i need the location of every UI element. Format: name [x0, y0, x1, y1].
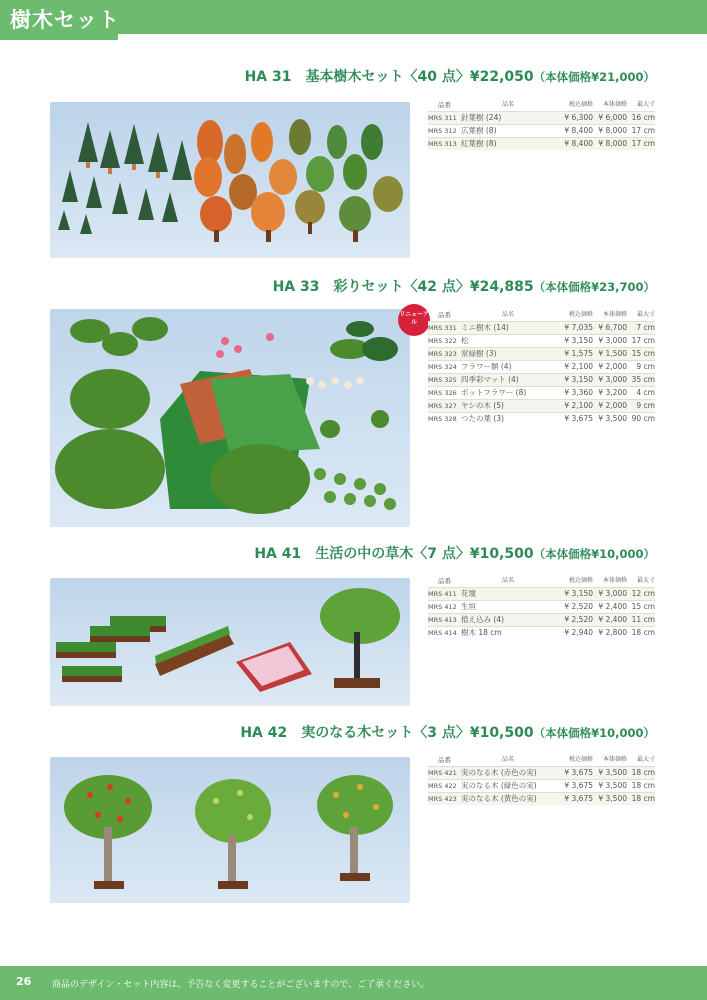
table-cell: 税込価格 [568, 101, 593, 108]
table-cell: ¥ 3,675 [564, 794, 593, 803]
table-cell: 90 cm [631, 414, 655, 423]
table-cell: ¥ 3,675 [564, 781, 593, 790]
price-table-ha33 [428, 309, 655, 425]
table-row [428, 399, 655, 412]
table-cell: MRS 313 [428, 140, 457, 148]
table-row [428, 137, 655, 150]
table-cell: 本体価格 [602, 101, 627, 108]
page-title: 樹木セット [10, 8, 120, 32]
table-cell: MRS 331 [428, 324, 457, 332]
table-cell: MRS 422 [428, 782, 457, 790]
table-cell: ¥ 3,150 [564, 375, 593, 384]
table-header [428, 309, 655, 321]
table-cell: 実のなる木 (緑色の実) [461, 781, 537, 790]
table-cell: ¥ 6,300 [564, 113, 593, 122]
table-cell: 針葉樹 (24) [461, 113, 502, 122]
table-cell: ¥ 2,400 [598, 615, 627, 624]
table-cell: ¥ 3,675 [564, 768, 593, 777]
table-cell: ポットフラワー (8) [461, 388, 527, 397]
footer-bar [0, 966, 707, 1000]
table-cell: MRS 328 [428, 415, 457, 423]
table-row [428, 613, 655, 626]
table-cell: 税込価格 [568, 756, 593, 763]
table-cell: 品名 [501, 101, 514, 108]
header-band [118, 0, 707, 34]
table-cell: 4 cm [636, 388, 655, 397]
table-cell: ¥ 3,500 [598, 414, 627, 423]
table-cell: ヤシの木 (5) [461, 401, 504, 410]
table-row [428, 334, 655, 347]
table-cell: ¥ 2,520 [564, 602, 593, 611]
table-cell: MRS 311 [428, 114, 457, 122]
table-cell: 17 cm [631, 126, 655, 135]
table-cell: ¥ 2,520 [564, 615, 593, 624]
table-cell: MRS 421 [428, 769, 457, 777]
table-cell: MRS 322 [428, 337, 457, 345]
table-cell: 四季彩マット (4) [461, 375, 519, 384]
price-table-ha31 [428, 99, 655, 150]
table-cell: ¥ 6,000 [598, 113, 627, 122]
table-cell: 11 cm [631, 615, 655, 624]
table-cell: 7 cm [636, 323, 655, 332]
table-cell: 生垣 [461, 602, 476, 611]
table-row [428, 373, 655, 386]
table-cell: 9 cm [636, 401, 655, 410]
table-row [428, 386, 655, 399]
table-cell: 実のなる木 (赤色の実) [461, 768, 537, 777]
table-cell: MRS 323 [428, 350, 457, 358]
table-cell: ¥ 3,000 [598, 589, 627, 598]
table-row [428, 321, 655, 334]
table-cell: 17 cm [631, 336, 655, 345]
table-cell: 実のなる木 (黄色の実) [461, 794, 537, 803]
table-cell: ¥ 2,000 [598, 401, 627, 410]
table-cell: ¥ 3,000 [598, 375, 627, 384]
table-cell: ¥ 3,150 [564, 336, 593, 345]
table-cell: ミニ樹木 (14) [461, 323, 509, 332]
table-cell: 35 cm [631, 375, 655, 384]
header-bar [0, 0, 707, 34]
table-cell: ¥ 8,000 [598, 126, 627, 135]
section-price-note: （本体価格¥21,000） [533, 70, 655, 84]
section-title: HA 31 基本樹木セット〈40 点〉¥22,050 [244, 69, 534, 85]
price-table-ha41 [428, 575, 655, 639]
table-cell: 18 cm [631, 794, 655, 803]
table-cell: 最大寸 [636, 311, 655, 318]
table-cell: 品番 [438, 311, 451, 319]
section-price-note: （本体価格¥10,000） [533, 547, 655, 561]
table-cell: 9 cm [636, 362, 655, 371]
table-cell: MRS 411 [428, 590, 457, 598]
table-cell: 品番 [438, 577, 451, 585]
section-heading-ha41 [254, 543, 655, 563]
table-cell: 15 cm [631, 349, 655, 358]
table-cell: ¥ 3,500 [598, 768, 627, 777]
section-title: HA 42 実のなる木セット〈3 点〉¥10,500 [240, 725, 534, 741]
table-cell: 最大寸 [636, 756, 655, 763]
table-cell: 18 cm [631, 781, 655, 790]
product-photo-color-set [50, 309, 410, 527]
table-header [428, 99, 655, 111]
section-price-note: （本体価格¥23,700） [533, 280, 655, 294]
table-cell: 松 [461, 336, 469, 345]
table-cell: ¥ 3,200 [598, 388, 627, 397]
table-cell: ¥ 2,940 [564, 628, 593, 637]
page-number: 26 [16, 975, 32, 988]
table-row [428, 626, 655, 639]
section-heading-ha31 [245, 66, 655, 86]
table-cell: つたの葉 (3) [461, 414, 505, 423]
table-row [428, 360, 655, 373]
section-title: HA 41 生活の中の草木〈7 点〉¥10,500 [254, 546, 534, 562]
table-cell: 最大寸 [636, 101, 655, 108]
table-cell: MRS 327 [428, 402, 457, 410]
table-cell: 17 cm [631, 139, 655, 148]
table-cell: MRS 324 [428, 363, 457, 371]
table-cell: ¥ 2,800 [598, 628, 627, 637]
footer-note: 商品のデザイン・セット内容は、予告なく変更することがございますので、ご了承ください。 [52, 980, 430, 990]
table-cell: 15 cm [631, 602, 655, 611]
table-cell: 12 cm [631, 589, 655, 598]
table-row [428, 587, 655, 600]
table-row [428, 779, 655, 792]
table-cell: ¥ 6,700 [598, 323, 627, 332]
table-row [428, 347, 655, 360]
table-cell: MRS 326 [428, 389, 457, 397]
table-row [428, 766, 655, 779]
table-cell: MRS 413 [428, 616, 457, 624]
table-cell: ¥ 1,575 [564, 349, 593, 358]
table-cell: 16 cm [631, 113, 655, 122]
table-cell: MRS 412 [428, 603, 457, 611]
section-title: HA 33 彩りセット〈42 点〉¥24,885 [272, 279, 534, 295]
table-cell: 品番 [438, 101, 451, 109]
table-cell: フラワー類 (4) [461, 362, 512, 371]
table-cell: MRS 423 [428, 795, 457, 803]
table-row [428, 600, 655, 613]
table-cell: ¥ 2,000 [598, 362, 627, 371]
renewal-badge-label: リニューアル [399, 311, 429, 326]
table-cell: ¥ 8,400 [564, 126, 593, 135]
table-row [428, 792, 655, 805]
table-cell: ¥ 7,035 [564, 323, 593, 332]
table-cell: ¥ 3,150 [564, 589, 593, 598]
table-cell: 品名 [501, 756, 514, 763]
table-header [428, 575, 655, 587]
table-cell: ¥ 2,100 [564, 362, 593, 371]
table-cell: 常緑樹 (3) [461, 349, 497, 358]
table-cell: 最大寸 [636, 577, 655, 584]
table-cell: 税込価格 [568, 311, 593, 318]
table-row [428, 111, 655, 124]
section-price-note: （本体価格¥10,000） [533, 726, 655, 740]
table-cell: 本体価格 [602, 311, 627, 318]
section-heading-ha33 [273, 276, 655, 296]
table-cell: ¥ 2,100 [564, 401, 593, 410]
table-cell: 18 cm [631, 628, 655, 637]
table-cell: 本体価格 [602, 756, 627, 763]
product-photo-living-plants [50, 578, 410, 706]
table-cell: 紅葉樹 (8) [461, 139, 497, 148]
table-cell: ¥ 3,500 [598, 781, 627, 790]
price-table-ha42 [428, 754, 655, 805]
table-cell: 品名 [501, 311, 514, 318]
table-cell: MRS 414 [428, 629, 457, 637]
table-cell: MRS 312 [428, 127, 457, 135]
table-cell: ¥ 3,675 [564, 414, 593, 423]
table-cell: ¥ 2,400 [598, 602, 627, 611]
table-cell: 本体価格 [602, 577, 627, 584]
table-cell: 品番 [438, 756, 451, 764]
product-photo-tree-set [50, 102, 410, 258]
table-cell: 植え込み (4) [461, 615, 505, 624]
product-photo-fruit-trees [50, 757, 410, 903]
table-cell: 品名 [501, 577, 514, 584]
table-cell: ¥ 8,000 [598, 139, 627, 148]
table-header [428, 754, 655, 766]
table-cell: 広葉樹 (8) [461, 126, 497, 135]
table-cell: 税込価格 [568, 577, 593, 584]
section-heading-ha42 [240, 722, 655, 742]
table-cell: ¥ 3,360 [564, 388, 593, 397]
table-cell: ¥ 3,000 [598, 336, 627, 345]
table-cell: ¥ 1,500 [598, 349, 627, 358]
table-cell: 花壇 [461, 589, 476, 598]
table-cell: ¥ 8,400 [564, 139, 593, 148]
table-row [428, 124, 655, 137]
table-cell: ¥ 3,500 [598, 794, 627, 803]
table-cell: MRS 325 [428, 376, 457, 384]
table-cell: 樹木 18 cm [461, 628, 502, 637]
table-cell: 18 cm [631, 768, 655, 777]
table-row [428, 412, 655, 425]
